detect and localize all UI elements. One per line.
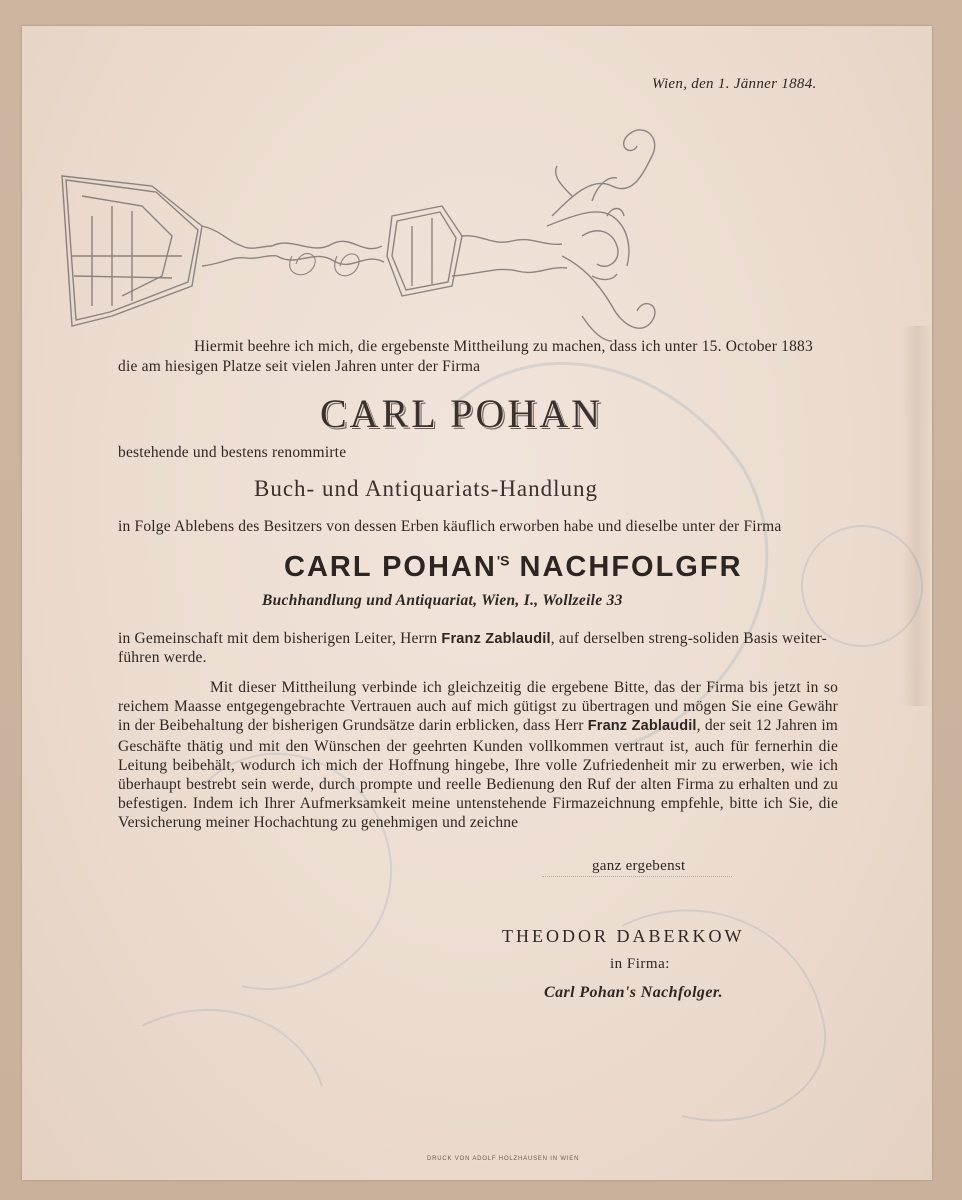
new-firm-title <box>284 551 743 584</box>
old-firm-title: CARL POHAN <box>320 391 603 436</box>
new-firm-main: CARL POHAN <box>284 551 497 583</box>
printer-mark: DRUCK VON ADOLF HOLZHAUSEN IN WIEN <box>427 1156 580 1162</box>
closing-phrase: ganz ergebenst <box>592 858 686 874</box>
intro-line-2: die am hiesigen Platze seit vielen Jahren unter der Firma <box>118 358 481 375</box>
letter-date: Wien, den 1. Jänner 1884. <box>652 76 817 92</box>
new-firm-tail: NACHFOLGFR <box>509 551 743 583</box>
renown-line: bestehende und bestens renommirte <box>118 444 347 461</box>
new-firm-address: Buchhandlung und Antiquariat, Wien, I., Wollzeile 33 <box>262 592 623 609</box>
paper-fold-shadow <box>902 326 932 706</box>
body-manager-name: Franz Zablaudil <box>587 718 697 735</box>
acquisition-line: in Folge Ablebens des Besitzers von dessen Erben käuflich erworben habe und dieselbe unter der Firma <box>118 518 782 535</box>
signature-company: Carl Pohan's Nachfolger. <box>544 984 723 1001</box>
community-line-1-start: in Gemeinschaft mit dem bisherigen Leiter, Herrn <box>118 630 442 647</box>
intro-line-1: Hiermit beehre ich mich, die ergebenste Mittheilung zu machen, dass ich unter 15. October 1883 <box>194 338 813 355</box>
signature-dotted-line <box>542 876 732 877</box>
community-line-2: führen werde. <box>118 649 207 666</box>
pencil-sketch-icon <box>52 106 672 346</box>
signatory-name: THEODOR DABERKOW <box>502 926 745 946</box>
body-text-end: , der seit 12 Jahren im Geschäfte thätig und mit den Wünschen der geehrten Kunden vollkommen vertraut ist, auch für fernerhin die Leitung beibehält, wodurch ich mich der Hoffnung hingebe, Ihre volle Zufriedenheit mir zu erwerben, wie ich überhaupt bestrebt sein werde, durch prompte und reelle Bedienung den Ruf der alten Firma zu erhalten und zu befestigen. Indem ich Ihrer Aufmerksamkeit meine untenstehende Firmazeichnung empfehle, bitte ich Sie, die Versicherung meiner Hochachtung zu genehmigen und zeichne <box>118 717 839 832</box>
community-line-1 <box>118 630 827 648</box>
letter-sheet <box>22 26 932 1180</box>
business-type-heading: Buch- und Antiquariats-Handlung <box>254 476 599 501</box>
community-line-1-end: , auf derselben streng-soliden Basis weiter- <box>550 630 827 647</box>
body-text-start: Mit dieser Mittheilung verbinde ich gleichzeitig die ergebene Bitte, das der Firma bis jetzt in so reichem Maasse entgegengebrachte Vertrauen auch auf mich gütigst zu übertragen und mögen Sie eine Gewähr in der Beibehaltung der bisherigen Grundsätze darin erblicken, dass Herr <box>118 679 838 735</box>
new-firm-sup: 'S <box>496 552 510 569</box>
in-firma-label: in Firma: <box>610 956 670 972</box>
manager-name: Franz Zablaudil <box>441 631 551 647</box>
body-paragraph <box>118 678 838 833</box>
